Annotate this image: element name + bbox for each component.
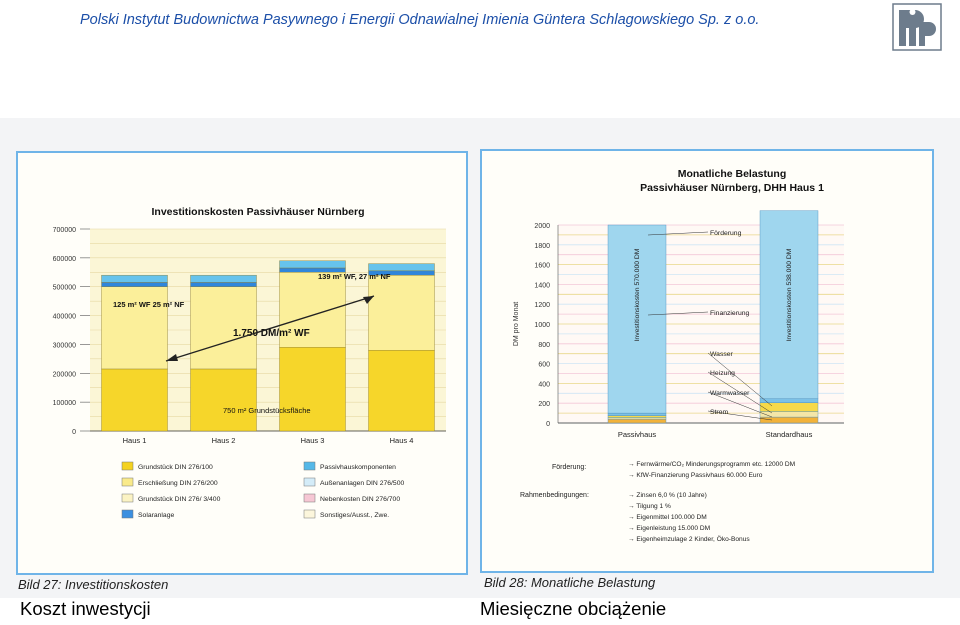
legend-swatch [304,510,315,518]
y-tick-label: 200 [538,401,550,409]
institute-header: Polski Instytut Budownictwa Pasywnego i Energii Odnawialnej Imienia Güntera Schlagowskiego Sp. z o.o. [80,12,760,28]
y-tick-label: 1000 [534,322,550,329]
bar-segment [608,413,666,415]
x-tick-label: Haus 3 [300,436,325,445]
y-tick-label: 700000 [52,227,76,234]
foerderung-item: → Fernwärme/CO₂ Minderungsprogramm etc. 12000 DM [628,461,796,468]
y-tick-label: 500000 [52,284,76,292]
bar-segment [102,369,168,431]
chart-title-right: Monatliche Belastung [677,168,787,180]
rahmen-label: Rahmenbedingungen: [520,492,589,499]
legend-swatch [122,494,133,502]
y-tick-label: 200000 [52,371,76,379]
x-tick-label: Haus 2 [211,436,236,445]
rahmen-item: → Eigenheimzulage 2 Kinder, Öko-Bonus [628,536,750,543]
investment-cost-chart [18,153,466,573]
y-tick-label: 100000 [52,400,76,408]
bar-segment [191,282,257,286]
bar-segment [191,369,257,431]
investment-cost-panel [16,151,468,575]
bar-segment [608,418,666,419]
bar-segment [191,275,257,282]
left-legend [122,462,404,519]
rate-label: Finanzierung [710,310,750,317]
rahmen-item: → Zinsen 6,0 % (10 Jahre) [628,492,707,499]
y-tick-label: 1400 [534,282,550,290]
legend-label: Außenanlagen DIN 276/500 [320,480,405,487]
y-tick-label: 1600 [534,262,550,270]
legend-label: Grundstück DIN 276/ 3/400 [138,496,221,503]
x-tick-label: Passivhaus [617,430,657,439]
rate-label: Heizung [710,370,735,377]
bar-vertical-label: Investitionskosten 538.000 DM [786,248,793,342]
foerderung-label: Förderung: [552,464,587,471]
y-tick-label: 0 [72,429,76,436]
legend-swatch [304,494,315,502]
y-axis-label: DM pro Monat [513,301,520,347]
rate-label: Warmwasser [710,390,750,397]
legend-label: Nebenkosten DIN 276/700 [320,496,401,503]
right-plot-area [513,211,844,439]
rate-label: Wasser [710,351,733,358]
x-tick-label: Haus 1 [122,436,147,445]
annotation-price: 1.750 DM/m² WF [233,328,310,339]
left-plot-area [53,227,446,445]
monthly-burden-panel [480,149,934,573]
legend-label: Solaranlage [138,512,175,519]
bar-segment [369,264,435,271]
chart-title: Investitionskosten Passivhäuser Nürnberg [151,206,365,218]
rahmen-item: → Eigenleistung 15.000 DM [628,525,711,532]
x-tick-label: Standardhaus [765,430,813,439]
bar-segment [280,261,346,268]
right-notes [520,461,795,543]
legend-label: Grundstück DIN 276/100 [138,464,213,471]
bar-segment [369,275,435,350]
pibp-logo [891,2,943,52]
bar-vertical-label: Investitionskosten 570.000 DM [634,248,641,342]
chart-subtitle-right: Passivhäuser Nürnberg, DHH Haus 1 [640,182,824,194]
bar-segment [760,417,818,423]
y-tick-label: 400000 [52,313,76,321]
legend-swatch [304,462,315,470]
rahmen-item: → Eigenmittel 100.000 DM [628,514,707,521]
y-tick-label: 1800 [534,242,550,250]
legend-label: Sonstiges/Ausst., Zwe. [320,512,390,519]
bar-segment [608,416,666,418]
bar-segment [369,350,435,431]
legend-swatch [122,462,133,470]
rahmen-item: → Tilgung 1 % [628,503,671,510]
y-tick-label: 800 [538,341,550,349]
bar-segment [280,347,346,431]
legend-swatch [304,478,315,486]
legend-swatch [122,478,133,486]
bar-segment [760,412,818,417]
rate-label: Strom [710,409,729,416]
y-tick-label: 400 [538,381,550,389]
bar-segment [102,275,168,282]
legend-label: Passivhauskomponenten [320,464,396,471]
y-tick-label: 0 [546,421,550,428]
bar-segment [760,403,818,412]
y-tick-label: 300000 [52,342,76,350]
annotation-plot: 750 m² Grundstücksfläche [223,406,311,415]
legend-swatch [122,510,133,518]
foerderung-item: → KfW-Finanzierung Passivhaus 60.000 Euro [628,472,763,479]
legend-label: Erschließung DIN 276/200 [138,480,218,487]
annotation-area-large: 139 m² WF, 27 m² NF [318,272,391,281]
label-miesieczne-obciazenie: Miesięczne obciążenie [480,598,667,619]
caption-right: Bild 28: Monatliche Belastung [484,575,656,590]
x-tick-label: Haus 4 [389,436,414,445]
y-tick-label: 600000 [52,255,76,263]
caption-left: Bild 27: Investitionskosten [18,577,169,592]
rate-label: Förderung [710,230,742,237]
label-koszt-inwestycji: Koszt inwestycji [20,598,151,619]
bar-segment [760,399,818,403]
annotation-area-small: 125 m² WF 25 m² NF [113,300,185,309]
y-tick-label: 1200 [534,302,550,310]
y-tick-label: 2000 [534,223,550,230]
bar-segment [102,282,168,286]
bar-segment [608,419,666,423]
monthly-burden-chart [482,151,932,571]
y-tick-label: 600 [538,361,550,369]
